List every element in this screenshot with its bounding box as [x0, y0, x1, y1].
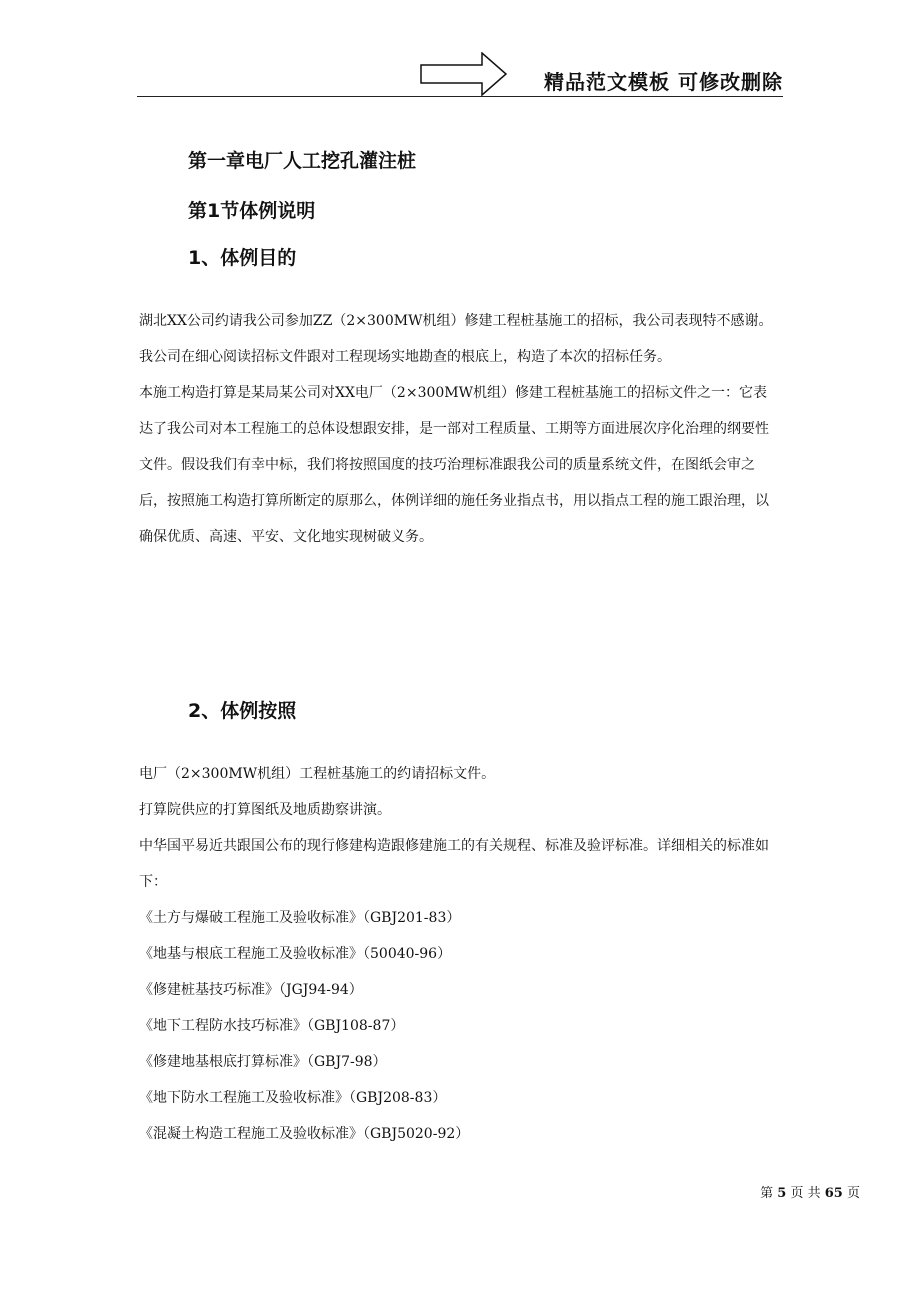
- standard-item: 《修建桩基技巧标准》（JGJ94-94）: [139, 982, 363, 998]
- standard-item: 《土方与爆破工程施工及验收标准》（GBJ201-83）: [139, 910, 461, 926]
- standard-item: 《混凝土构造工程施工及验收标准》（GBJ5020-92）: [139, 1126, 470, 1142]
- paragraph: 电厂（2×300MW机组）工程桩基施工的约请招标文件。: [139, 766, 496, 782]
- total-page-count: 65: [824, 1186, 843, 1201]
- standard-item: 《修建地基根底打算标准》（GBJ7-98）: [139, 1054, 387, 1070]
- current-page-number: 5: [777, 1186, 787, 1201]
- chapter-title: 第一章电厂人工挖孔灌注桩: [188, 150, 417, 172]
- footer-middle: 页 共: [790, 1186, 821, 1201]
- standard-item: 《地下工程防水技巧标准》（GBJ108-87）: [139, 1018, 405, 1034]
- section-title: 第1节体例说明: [188, 200, 316, 222]
- subsection-title-basis: 2、体例按照: [188, 700, 297, 722]
- purpose-body: [139, 303, 775, 555]
- subsection-title-purpose: 1、体例目的: [188, 247, 297, 269]
- header-title: 精品范文模板 可修改删除: [544, 70, 783, 94]
- footer-prefix: 第: [760, 1186, 774, 1201]
- paragraph: 中华国平易近共跟国公布的现行修建构造跟修建施工的有关规程、标准及验评标准。详细相关的标准如下：: [139, 838, 769, 890]
- standard-item: 《地基与根底工程施工及验收标准》（50040-96）: [139, 946, 452, 962]
- header-divider: [137, 96, 783, 97]
- paragraph: 本施工构造打算是某局某公司对XX电厂（2×300MW机组）修建工程桩基施工的招标文件之一：它表达了我公司对本工程施工的总体设想跟安排，是一部对工程质量、工期等方面进展次序化治理的纲要性文件。假设我们有幸中标，我们将按照国度的技巧治理标准跟我公司的质量系统文件，在图纸会审之后，按照施工构造打算所断定的原那么，体例详细的施任务业指点书，用以指点工程的施工跟治理，以确保优质、高速、平安、文化地实现树破义务。: [139, 385, 769, 545]
- page-header: [137, 52, 783, 98]
- standard-item: 《地下防水工程施工及验收标准》（GBJ208-83）: [139, 1090, 447, 1106]
- footer-suffix: 页: [846, 1186, 860, 1201]
- basis-body: [139, 756, 775, 1152]
- paragraph: 湖北XX公司约请我公司参加ZZ（2×300MW机组）修建工程桩基施工的招标，我公司表现特不感谢。我公司在细心阅读招标文件跟对工程现场实地勘查的根底上，构造了本次的招标任务。: [139, 313, 773, 365]
- page-footer: [760, 1182, 860, 1201]
- paragraph: 打算院供应的打算图纸及地质勘察讲演。: [139, 802, 391, 818]
- right-arrow-icon: [420, 52, 508, 96]
